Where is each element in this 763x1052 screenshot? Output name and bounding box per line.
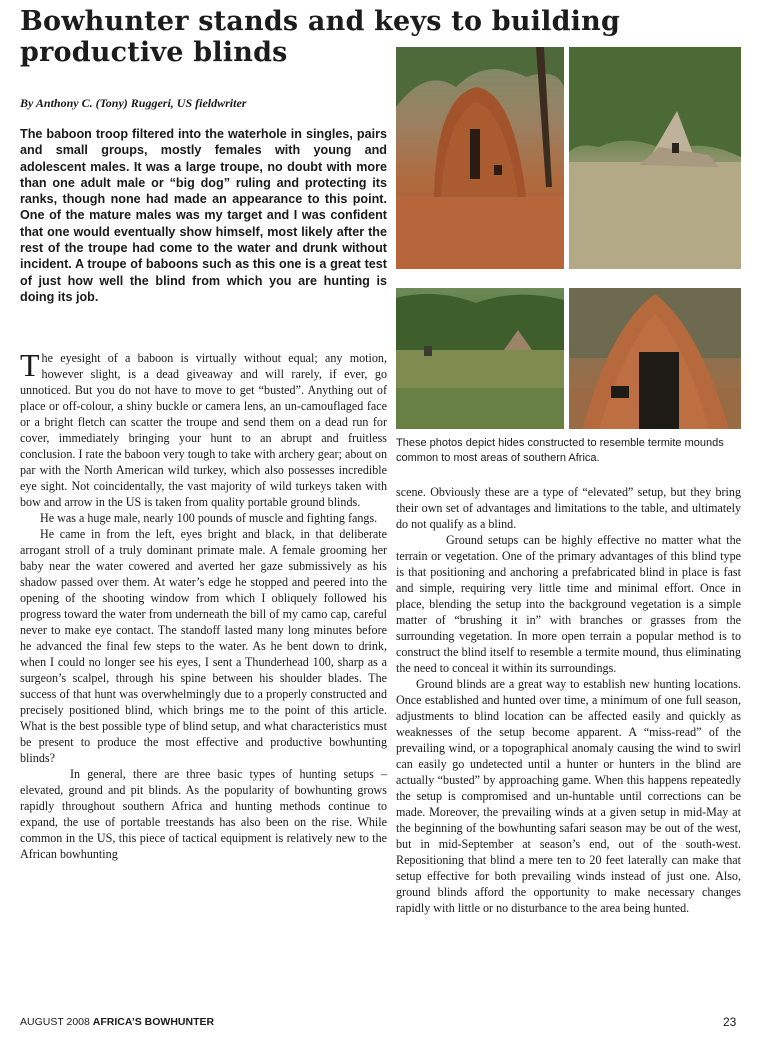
- termite-mound-hide-photo: [396, 47, 564, 269]
- termite-mound-hide-photo: [569, 47, 741, 269]
- page-number: 23: [723, 1015, 737, 1029]
- issue-date: AUGUST 2008: [20, 1016, 90, 1028]
- footer-issue: [20, 1016, 214, 1028]
- article-title: Bowhunter stands and keys to building productive blinds: [20, 6, 621, 68]
- body-paragraph: He came in from the left, eyes bright and black, in that deliberate arrogant stroll of a truly dominant primate male. A female grooming her baby near the water cowered and averted her gaze submissively as his shadow passed over them. At water’s edge he stopped and peered into the opening of the shooting window from which I obliquely followed his progress toward the water from underneath the bill of my camo cap, careful never to make eye contact. The standoff lasted many long minutes before he advanced the final few steps to the water. As he bent down to drink, when I could no longer see his eyes, I sent a Thunderhead 100, sharp as a surgeon’s scalpel, through his spine between his shoulder blades. The success of that hunt was overwhelmingly due to a properly constructed and precisely positioned blind, which brings me to the point of this article. What is the best possible type of blind setup, and what characteristics must be present to produce the most effective and productive bowhunting blinds?: [20, 527, 387, 765]
- byline: By Anthony C. (Tony) Ruggeri, US fieldwriter: [20, 96, 247, 110]
- body-paragraph: He was a huge male, nearly 100 pounds of muscle and fighting fangs.: [40, 511, 378, 525]
- termite-mound-hide-photo: [396, 288, 564, 429]
- body-paragraph: scene. Obviously these are a type of “elevated” setup, but they bring their own set of advantages and limitations to the table, and ultimately do not qualify as a blind.: [396, 485, 741, 531]
- body-paragraph: In general, there are three basic types of hunting setups – elevated, ground and pit blinds. As the popularity of bowhunting grows rapidly throughout southern Africa and hunting methods continue to expand, the use of portable treestands has also been on the rise. While common in the US, this piece of tactical equipment is relatively new to the African bowhunting: [20, 767, 387, 861]
- body-paragraph: The eyesight of a baboon is virtually without equal; any motion, however slight, is a dead giveaway and will rarely, if ever, go unnoticed. But you do not have to move to get “busted”. Anything out of place or off-colour, a shiny buckle or camera lens, an un-camouflaged face or a bright fletch can scatter the troupe and send them on a dead run for cover, immediately bringing your hunt to an abrupt and fruitless conclusion. I rate the baboon very tough to take with archery gear; about on par with the North American wild turkey, which also possesses incredible eye sight. Not coincidentally, the vast majority of wild turkeys taken with bow and arrow in the US is taken from quality portable ground blinds.: [20, 347, 387, 509]
- body-paragraph: Ground setups can be highly effective no matter what the terrain or vegetation. One of the primary advantages of this blind type is that positioning and anchoring a prefabricated blind in place is fast and simple, requiring very little time and minimal effort. Once in place, blending the setup into the background vegetation is a simple matter of “brushing it in” with branches or grasses from the surrounding vegetation. In more open terrain a popular method is to construct the blind itself to resemble a termite mound, thus eliminating the need to conceal it within its surroundings.: [396, 533, 741, 675]
- drop-cap: T: [20, 347, 40, 383]
- magazine-name: AFRICA’S BOWHUNTER: [92, 1016, 215, 1028]
- body-column-left: [20, 347, 387, 862]
- photo-caption: These photos depict hides constructed to resemble termite mounds common to most areas of southern Africa.: [396, 437, 724, 464]
- body-paragraph: Ground blinds are a great way to establish new hunting locations. Once established and hunted over time, a minimum of one full season, adjustments to blind location can be affected easily and quickly as weaknesses of the setup become apparent. A “miss-read” of the prevailing wind, or a topographical anomaly causing the wind to swirl can easily go undetected until a hunter or hunters in the blind are actually “busted” by approaching game. When this happens repeatedly the setup is compromised and un-huntable until corrections can be made. Moreover, the prevailing winds at a given setup in mid-May at the beginning of the bowhunting safari season may be out of the west, but in mid-September at season’s end, out of the south-west. Repositioning that blind a mere ten to 20 feet laterally can make that setup effective for both prevailing winds instead of just one. Also, ground blinds afford the opportunity to make necessary changes rapidly with little or no disturbance to the area being hunted.: [396, 677, 741, 915]
- termite-mound-hide-photo: [569, 288, 741, 429]
- body-column-right: [396, 484, 741, 916]
- lead-paragraph: The baboon troop filtered into the waterhole in singles, pairs and small groups, mostly females with young and adolescent males. It was a large troupe, no doubt with more than one adult male or “big dog” ruling and protecting its ranks, though none had made an appearance to this point. One of the mature males was my target and I was confident that one would eventually show himself, most likely after the rest of the troupe had come to the water and drunk without incident. A troupe of baboons such as this one is a great test of just how well the blind from which you are hunting is doing its job.: [20, 127, 387, 304]
